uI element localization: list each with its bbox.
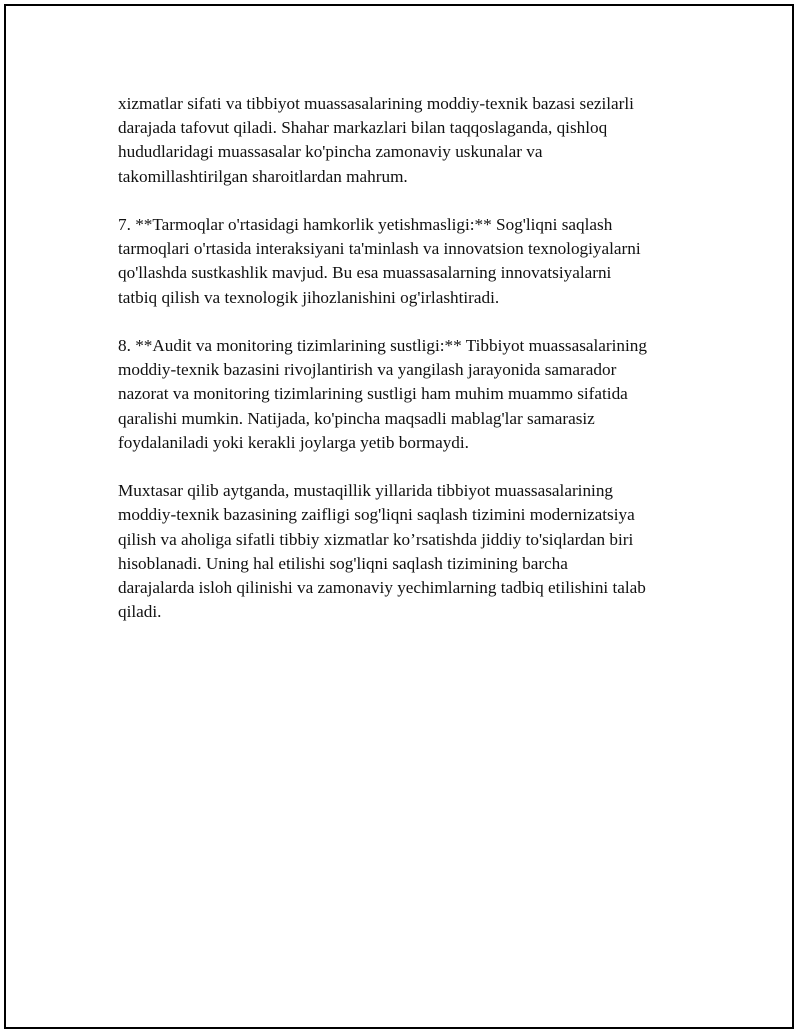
text-line: hisoblanadi. Uning hal etilishi sog'liqni saqlash tizimining barcha [118, 553, 568, 573]
text-line: Muxtasar qilib aytganda, mustaqillik yillarida tibbiyot muassasalarining [118, 481, 614, 501]
paragraph-item-7 [118, 213, 698, 310]
text-line: 7. **Tarmoqlar o'rtasidagi hamkorlik yetishmasligi:** Sog'liqni saqlash [118, 215, 613, 234]
document-body [118, 92, 698, 649]
text-line: tatbiq qilish va texnologik jihozlanishini og'irlashtiradi. [118, 287, 500, 307]
text-line: qo'llashda sustkashlik mavjud. Bu esa muassasalarning innovatsiyalarni [118, 263, 612, 283]
paragraph-intro [118, 92, 698, 189]
text-line: xizmatlar sifati va tibbiyot muassasalarining moddiy-texnik bazasi sezilarli [118, 94, 634, 113]
paragraph-conclusion [118, 479, 698, 624]
paragraph-item-8 [118, 334, 698, 455]
text-line: moddiy-texnik bazasini rivojlantirish va yangilash jarayonida samarador [118, 360, 617, 380]
text-line: qilish va aholiga sifatli tibbiy xizmatlar ko’rsatishda jiddiy to'siqlardan biri [118, 529, 634, 549]
text-line: hududlaridagi muassasalar ko'pincha zamonaviy uskunalar va [118, 142, 543, 162]
text-line: foydalaniladi yoki kerakli joylarga yetib bormaydi. [118, 432, 469, 452]
text-line: darajada tafovut qiladi. Shahar markazlari bilan taqqoslaganda, qishloq [118, 118, 608, 138]
text-line: qaralishi mumkin. Natijada, ko'pincha maqsadli mablag'lar samarasiz [118, 408, 595, 428]
text-line: nazorat va monitoring tizimlarining sustligi ham muhim muammo sifatida [118, 384, 628, 404]
text-line: qiladi. [118, 602, 162, 622]
text-line: 8. **Audit va monitoring tizimlarining sustligi:** Tibbiyot muassasalarining [118, 336, 647, 355]
text-line: tarmoqlari o'rtasida interaksiyani ta'minlash va innovatsion texnologiyalarni [118, 239, 641, 259]
text-line: moddiy-texnik bazasining zaifligi sog'liqni saqlash tizimini modernizatsiya [118, 505, 635, 525]
text-line: darajalarda isloh qilinishi va zamonaviy yechimlarning tadbiq etilishini talab [118, 578, 646, 598]
text-line: takomillashtirilgan sharoitlardan mahrum. [118, 166, 408, 186]
